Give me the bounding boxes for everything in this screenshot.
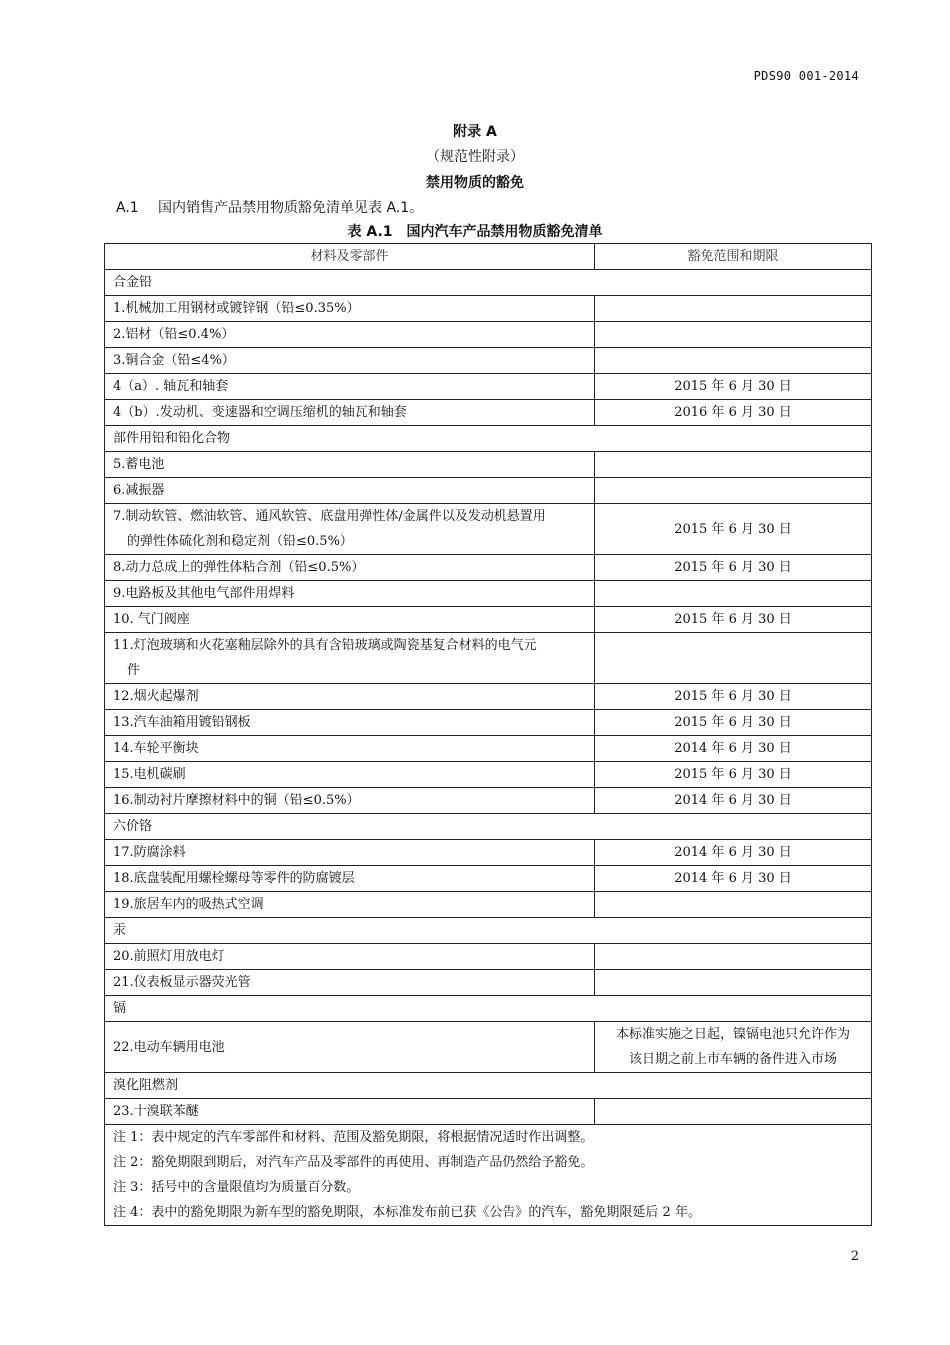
row-item: 4（a）. 轴瓦和轴套	[105, 374, 595, 400]
row-date	[595, 1022, 872, 1073]
row-item: 3.铜合金（铅≤4%）	[105, 348, 595, 374]
table-row	[105, 322, 872, 348]
row-date	[595, 478, 872, 504]
category-row: 溴化阻燃剂	[105, 1073, 872, 1099]
table-row	[105, 1099, 872, 1125]
table-row	[105, 296, 872, 322]
table-row	[105, 581, 872, 607]
note: 注 4：表中的豁免期限为新车型的豁免期限，本标准发布前已获《公告》的汽车，豁免期限延后 2 年。	[113, 1205, 701, 1220]
table-row	[105, 710, 872, 736]
row-item: 20.前照灯用放电灯	[105, 944, 595, 970]
row-date	[595, 944, 872, 970]
row-date: 2015 年 6 月 30 日	[595, 607, 872, 633]
row-item: 1.机械加工用钢材或镀锌钢（铅≤0.35%）	[105, 296, 595, 322]
note: 注 3：括号中的含量限值均为质量百分数。	[113, 1180, 360, 1195]
table-row	[105, 944, 872, 970]
row-item: 17.防腐涂料	[105, 840, 595, 866]
row-date: 2015 年 6 月 30 日	[595, 710, 872, 736]
clause-number: A.1	[116, 200, 139, 216]
row-date: 2015 年 6 月 30 日	[595, 762, 872, 788]
appendix-subject: 禁用物质的豁免	[426, 175, 524, 191]
row-item: 13.汽车油箱用镀铅钢板	[105, 710, 595, 736]
row-item: 5.蓄电池	[105, 452, 595, 478]
row-item	[105, 504, 595, 555]
row-date	[595, 1099, 872, 1125]
row-date	[595, 348, 872, 374]
document-code: PDS90 001-2014	[753, 69, 859, 83]
table-row	[105, 633, 872, 684]
row-item	[105, 633, 595, 684]
table-row	[105, 478, 872, 504]
appendix-type: （规范性附录）	[426, 149, 524, 165]
row-date	[595, 892, 872, 918]
table-row	[105, 555, 872, 581]
row-date: 2014 年 6 月 30 日	[595, 736, 872, 762]
table-row	[105, 788, 872, 814]
row-date	[595, 633, 872, 684]
category-row: 部件用铅和铅化合物	[105, 426, 872, 452]
intro-clause	[116, 197, 423, 217]
note: 注 2：豁免期限到期后，对汽车产品及零部件的再使用、再制造产品仍然给予豁免。	[113, 1155, 594, 1170]
appendix-title: 附录 A	[453, 124, 497, 140]
table-header-row	[105, 244, 872, 270]
row-item: 8.动力总成上的弹性体粘合剂（铅≤0.5%）	[105, 555, 595, 581]
table-row	[105, 736, 872, 762]
table-row	[105, 1022, 872, 1073]
row-item: 9.电路板及其他电气部件用焊料	[105, 581, 595, 607]
table-row	[105, 866, 872, 892]
table-row	[105, 892, 872, 918]
row-date: 2015 年 6 月 30 日	[595, 374, 872, 400]
row-item: 6.减振器	[105, 478, 595, 504]
row-item: 19.旅居车内的吸热式空调	[105, 892, 595, 918]
category-row: 汞	[105, 918, 872, 944]
row-item: 18.底盘装配用螺栓螺母等零件的防腐镀层	[105, 866, 595, 892]
row-date: 2014 年 6 月 30 日	[595, 788, 872, 814]
row-date	[595, 970, 872, 996]
note: 注 1：表中规定的汽车零部件和材料、范围及豁免期限，将根据情况适时作出调整。	[113, 1130, 594, 1145]
row-item: 16.制动衬片摩擦材料中的铜（铅≤0.5%）	[105, 788, 595, 814]
page-number: 2	[850, 1249, 859, 1264]
row-item: 22.电动车辆用电池	[105, 1022, 595, 1073]
row-date	[595, 581, 872, 607]
table-row	[105, 400, 872, 426]
category-row: 镉	[105, 996, 872, 1022]
row-date: 2014 年 6 月 30 日	[595, 840, 872, 866]
header-exemption: 豁免范围和期限	[595, 244, 872, 270]
row-item-line: 7.制动软管、燃油软管、通风软管、底盘用弹性体/金属件以及发动机悬置用	[113, 509, 546, 524]
row-date: 2014 年 6 月 30 日	[595, 866, 872, 892]
row-item-line: 件	[127, 663, 141, 678]
category-row: 六价铬	[105, 814, 872, 840]
table-row	[105, 348, 872, 374]
table-row	[105, 607, 872, 633]
row-item: 21.仪表板显示器荧光管	[105, 970, 595, 996]
category-row: 合金铅	[105, 270, 872, 296]
table-row	[105, 840, 872, 866]
notes-row	[105, 1125, 872, 1226]
notes-cell	[105, 1125, 872, 1226]
row-date: 2015 年 6 月 30 日	[595, 684, 872, 710]
row-date-line: 该日期之前上市车辆的备件进入市场	[628, 1052, 837, 1067]
row-date-line: 本标准实施之日起，镍镉电池只允许作为	[615, 1027, 850, 1042]
table-row	[105, 504, 872, 555]
table-row	[105, 684, 872, 710]
exemption-table	[104, 243, 872, 1226]
row-item: 10. 气门阀座	[105, 607, 595, 633]
table-row	[105, 970, 872, 996]
header-material: 材料及零部件	[105, 244, 595, 270]
row-date: 2015 年 6 月 30 日	[595, 504, 872, 555]
clause-text: 国内销售产品禁用物质豁免清单见表 A.1。	[158, 200, 424, 216]
row-date	[595, 322, 872, 348]
row-date	[595, 452, 872, 478]
table-row	[105, 374, 872, 400]
row-date	[595, 296, 872, 322]
row-item: 15.电机碳刷	[105, 762, 595, 788]
row-item: 12.烟火起爆剂	[105, 684, 595, 710]
row-date: 2016 年 6 月 30 日	[595, 400, 872, 426]
table-row	[105, 762, 872, 788]
row-item: 4（b）.发动机、变速器和空调压缩机的轴瓦和轴套	[105, 400, 595, 426]
row-date: 2015 年 6 月 30 日	[595, 555, 872, 581]
row-item: 2.铝材（铅≤0.4%）	[105, 322, 595, 348]
table-row	[105, 452, 872, 478]
row-item: 14.车轮平衡块	[105, 736, 595, 762]
table-title: 表 A.1 国内汽车产品禁用物质豁免清单	[347, 224, 603, 240]
row-item: 23.十溴联苯醚	[105, 1099, 595, 1125]
row-item-line: 11.灯泡玻璃和火花塞釉层除外的具有含铅玻璃或陶瓷基复合材料的电气元	[113, 638, 537, 653]
row-item-line: 的弹性体硫化剂和稳定剂（铅≤0.5%）	[127, 534, 353, 549]
